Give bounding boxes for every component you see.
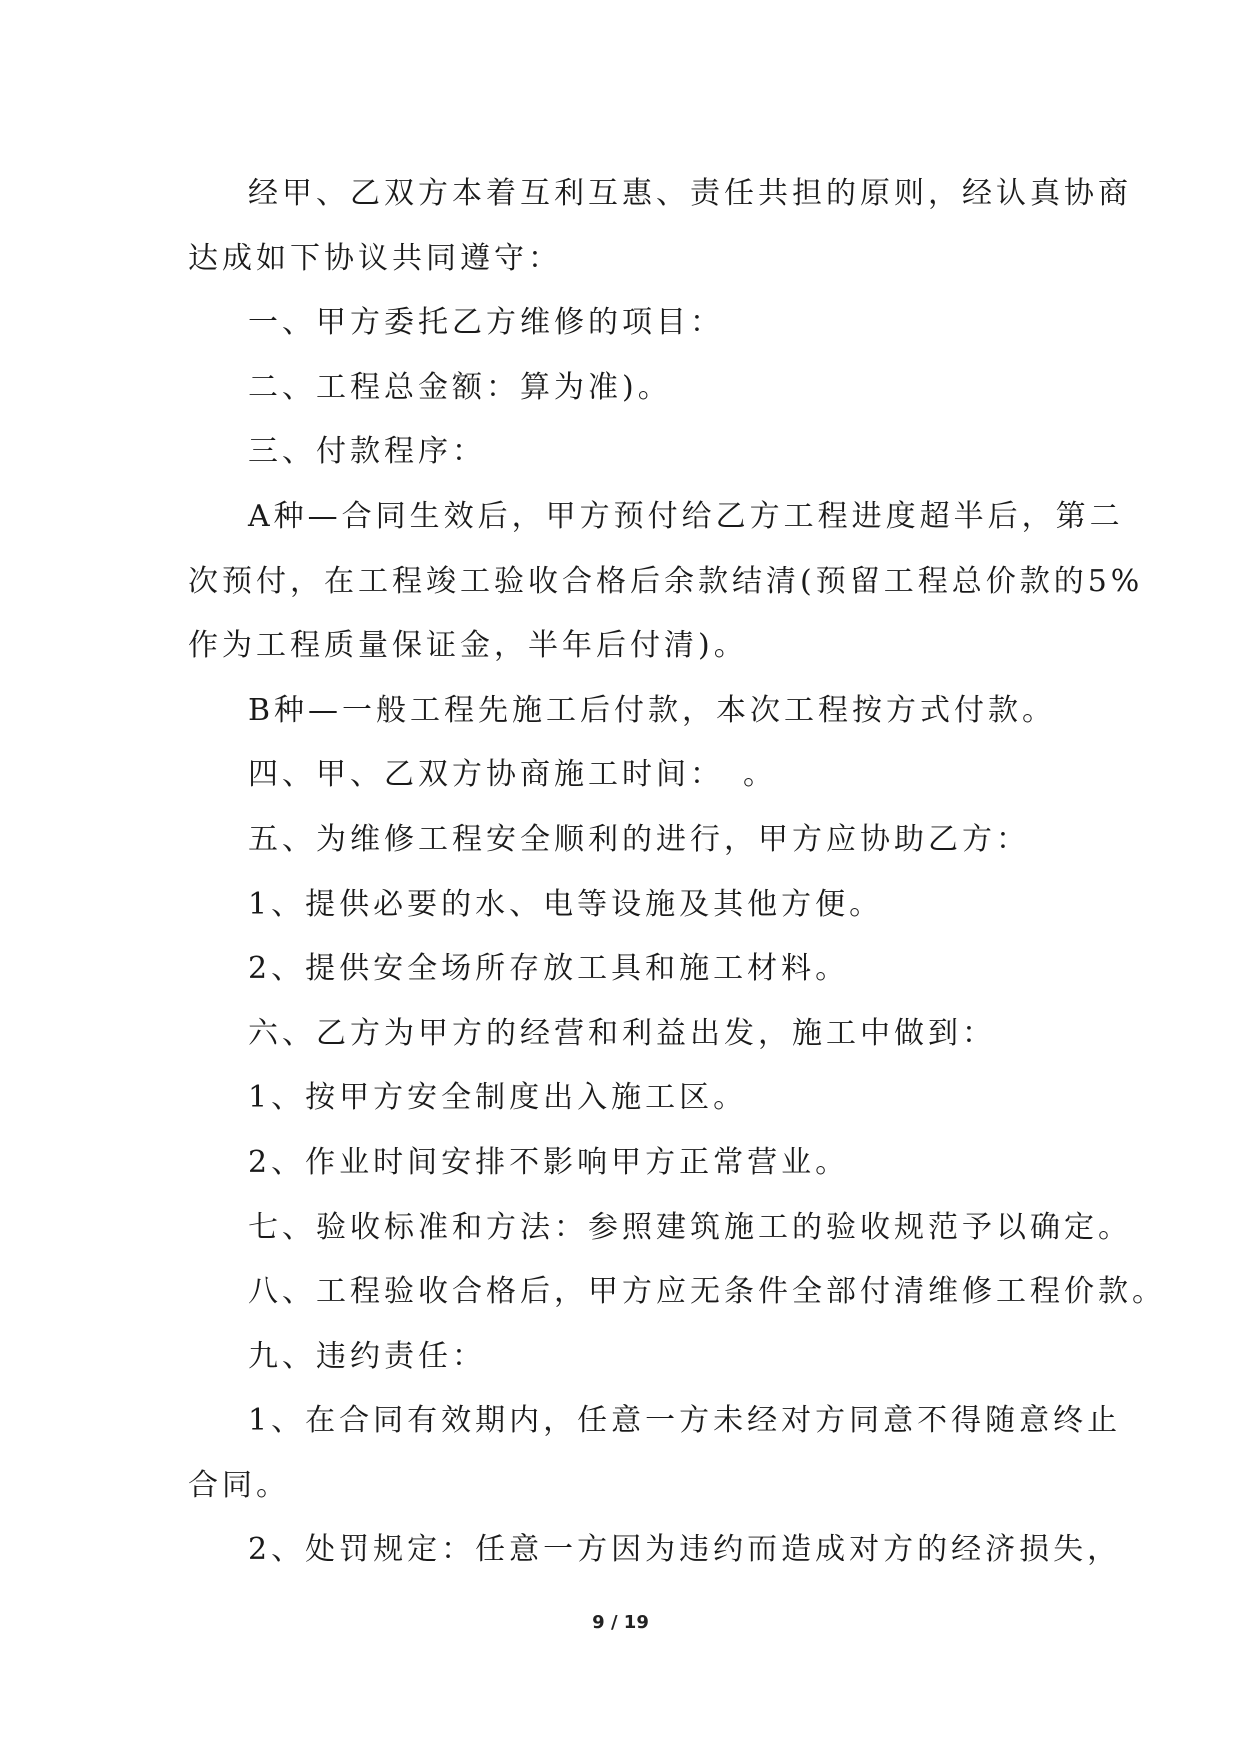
paragraph-line: 六、乙方为甲方的经营和利益出发，施工中做到： bbox=[248, 1015, 996, 1051]
paragraph-line: A种—合同生效后，甲方预付给乙方工程进度超半后，第二 bbox=[248, 498, 1124, 534]
paragraph-line: 2、作业时间安排不影响甲方正常营业。 bbox=[248, 1144, 850, 1180]
paragraph-line: 四、甲、乙双方协商施工时间： 。 bbox=[248, 757, 777, 793]
paragraph-line: 次预付，在工程竣工验收合格后余款结清(预留工程总价款的5% bbox=[188, 563, 1144, 599]
paragraph-line: 二、工程总金额：算为准)。 bbox=[248, 369, 672, 405]
paragraph-line: 五、为维修工程安全顺利的进行，甲方应协助乙方： bbox=[248, 821, 1030, 857]
paragraph-line: 作为工程质量保证金，半年后付清)。 bbox=[188, 628, 748, 664]
paragraph-line: 达成如下协议共同遵守： bbox=[188, 240, 562, 276]
paragraph-line: 1、在合同有效期内，任意一方未经对方同意不得随意终止 bbox=[248, 1403, 1122, 1439]
paragraph-line: 九、违约责任： bbox=[248, 1338, 486, 1374]
paragraph-line: 三、付款程序： bbox=[248, 434, 486, 470]
paragraph-line: 合同。 bbox=[188, 1467, 290, 1503]
paragraph-line: 1、按甲方安全制度出入施工区。 bbox=[248, 1080, 748, 1116]
paragraph-line: 八、工程验收合格后，甲方应无条件全部付清维修工程价款。 bbox=[248, 1274, 1166, 1310]
paragraph-line: 1、提供必要的水、电等设施及其他方便。 bbox=[248, 886, 884, 922]
paragraph-line: 一、甲方委托乙方维修的项目： bbox=[248, 305, 724, 341]
paragraph-line: 2、处罚规定：任意一方因为违约而造成对方的经济损失， bbox=[248, 1532, 1122, 1568]
paragraph-line: 2、提供安全场所存放工具和施工材料。 bbox=[248, 951, 850, 987]
paragraph-line: 七、验收标准和方法：参照建筑施工的验收规范予以确定。 bbox=[248, 1209, 1132, 1245]
page-number: 9 / 19 bbox=[592, 1612, 649, 1633]
paragraph-line: 经甲、乙双方本着互利互惠、责任共担的原则，经认真协商 bbox=[248, 176, 1132, 211]
paragraph-line: B种—一般工程先施工后付款，本次工程按方式付款。 bbox=[248, 692, 1057, 728]
document-body bbox=[188, 162, 1166, 1583]
